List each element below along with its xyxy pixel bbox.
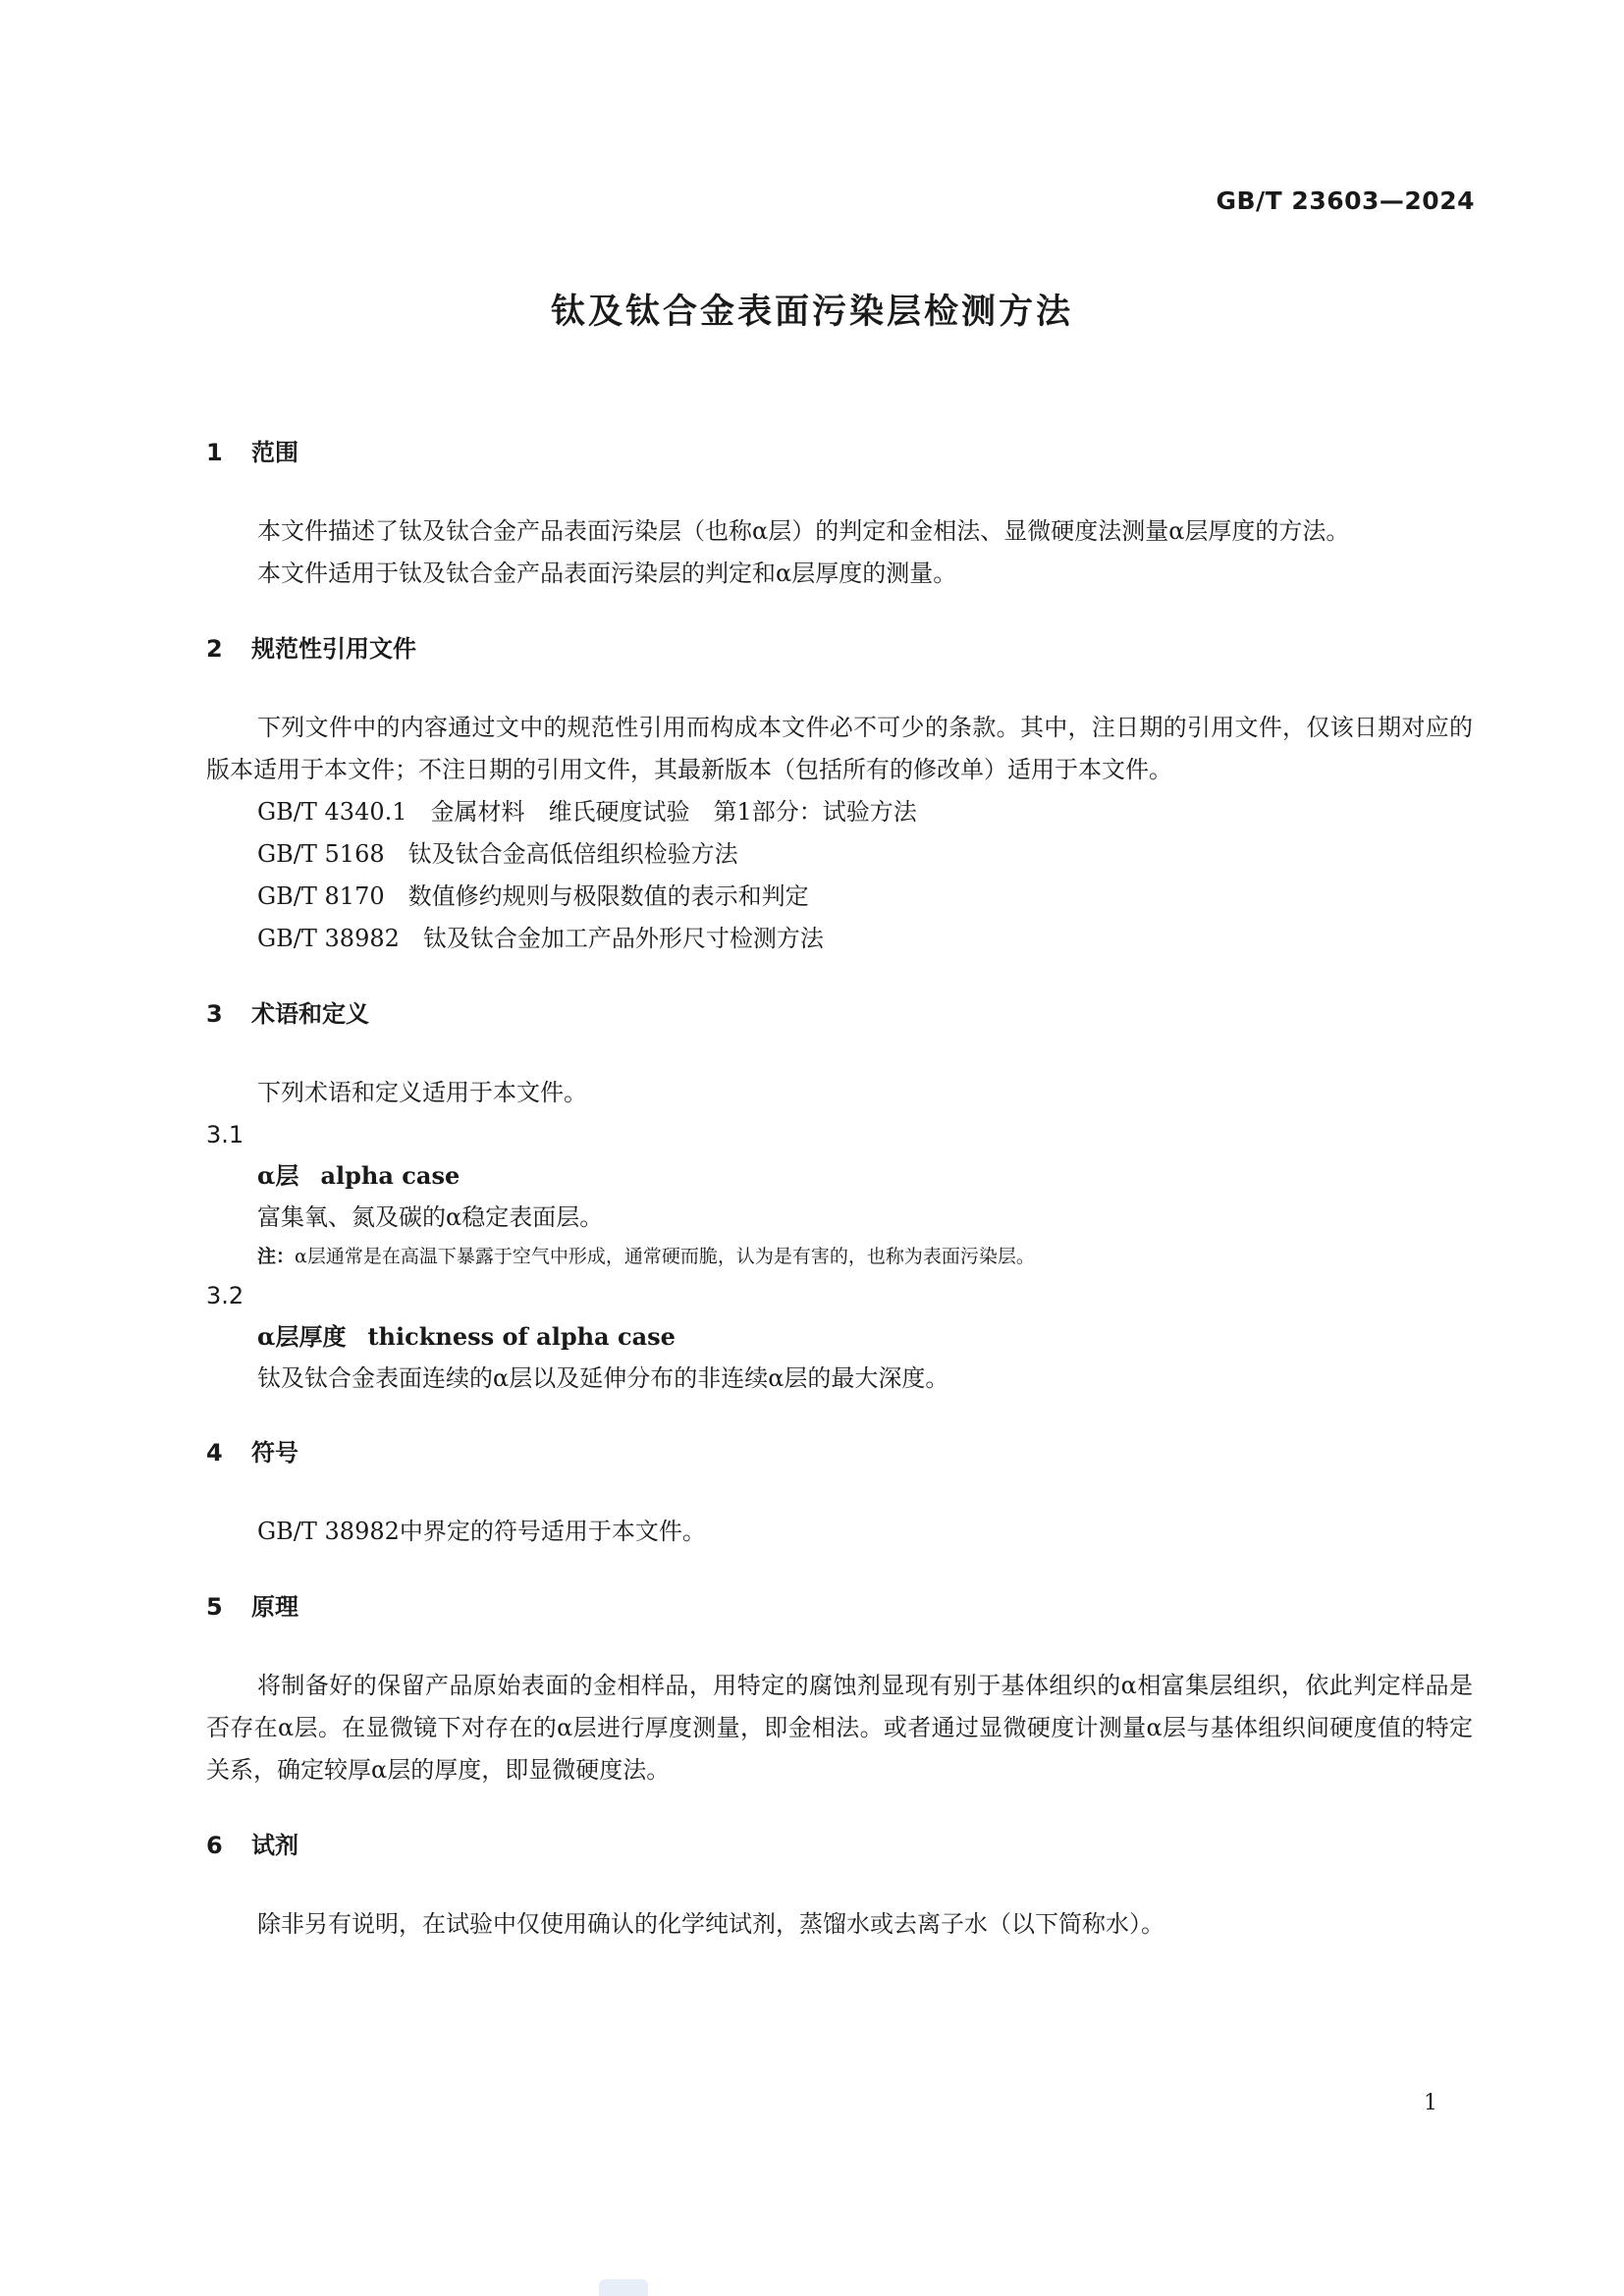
page-number: 1: [1424, 2091, 1437, 2115]
term-number: 3.2: [206, 1282, 244, 1309]
section-number: 2: [206, 635, 223, 663]
term-name-en: alpha case: [320, 1161, 460, 1190]
normative-reference: GB/T 4340.1 金属材料 维氏硬度试验 第1部分：试验方法: [257, 798, 917, 826]
section-title: 试剂: [251, 1832, 298, 1859]
paragraph: GB/T 38982中界定的符号适用于本文件。: [257, 1518, 706, 1545]
term-name-cn: α层厚度: [257, 1322, 347, 1351]
section-number: 4: [206, 1439, 223, 1467]
section-1-heading: [206, 432, 1473, 473]
note-text: α层通常是在高温下暴露于空气中形成，通常硬而脆，认为是有害的，也称为表面污染层。: [295, 1246, 1035, 1267]
section-number: 1: [206, 439, 223, 466]
term-name: [206, 1316, 1473, 1358]
paragraph: 本文件适用于钛及钛合金产品表面污染层的判定和α层厚度的测量。: [257, 560, 957, 587]
document-title: 钛及钛合金表面污染层检测方法: [550, 293, 1073, 332]
normative-reference: GB/T 5168 钛及钛合金高低倍组织检验方法: [257, 840, 738, 868]
section-title: 规范性引用文件: [251, 635, 416, 663]
section-5-heading: [206, 1586, 1473, 1628]
paragraph: 将制备好的保留产品原始表面的金相样品，用特定的腐蚀剂显现有别于基体组织的α相富集层组织，依此判定样品是否存在α层。在显微镜下对存在的α层进行厚度测量，即金相法。或者通过显微硬度计测量α层与基体组织间硬度值的特定关系，确定较厚α层的厚度，即显微硬度法。: [206, 1672, 1473, 1784]
term-name-cn: α层: [257, 1161, 299, 1190]
term-entry: [206, 1114, 1473, 1275]
section-2-heading: [206, 628, 1473, 669]
document-body: [206, 432, 1473, 1946]
section-number: 3: [206, 1000, 223, 1028]
section-title: 符号: [251, 1439, 298, 1467]
paragraph: 下列术语和定义适用于本文件。: [257, 1079, 587, 1106]
section-title: 原理: [251, 1593, 298, 1621]
normative-reference: GB/T 8170 数值修约规则与极限数值的表示和判定: [257, 882, 809, 910]
term-note: [206, 1238, 1473, 1275]
paragraph: 下列文件中的内容通过文中的规范性引用而构成本文件必不可少的条款。其中，注日期的引用文件，仅该日期对应的版本适用于本文件；不注日期的引用文件，其最新版本（包括所有的修改单）适用于本文件。: [206, 714, 1473, 783]
term-definition: 富集氧、氮及碳的α稳定表面层。: [257, 1203, 604, 1231]
section-number: 5: [206, 1593, 223, 1621]
section-6-heading: [206, 1825, 1473, 1866]
watermark-fragment: [599, 2279, 648, 2296]
section-number: 6: [206, 1832, 223, 1859]
term-number: 3.1: [206, 1121, 244, 1148]
standard-number: GB/T 23603—2024: [1216, 187, 1475, 215]
section-3-heading: [206, 993, 1473, 1035]
section-title: 术语和定义: [251, 1000, 369, 1028]
note-label: 注：: [257, 1246, 296, 1267]
term-entry: [206, 1275, 1473, 1399]
term-definition: 钛及钛合金表面连续的α层以及延伸分布的非连续α层的最大深度。: [257, 1364, 949, 1392]
term-name-en: thickness of alpha case: [367, 1322, 676, 1351]
section-title: 范围: [251, 439, 298, 466]
section-4-heading: [206, 1432, 1473, 1473]
paragraph: 除非另有说明，在试验中仅使用确认的化学纯试剂，蒸馏水或去离子水（以下简称水）。: [257, 1910, 1164, 1938]
term-name: [206, 1155, 1473, 1197]
normative-reference: GB/T 38982 钛及钛合金加工产品外形尺寸检测方法: [257, 925, 824, 952]
paragraph: 本文件描述了钛及钛合金产品表面污染层（也称α层）的判定和金相法、显微硬度法测量α层厚度的方法。: [257, 517, 1350, 545]
